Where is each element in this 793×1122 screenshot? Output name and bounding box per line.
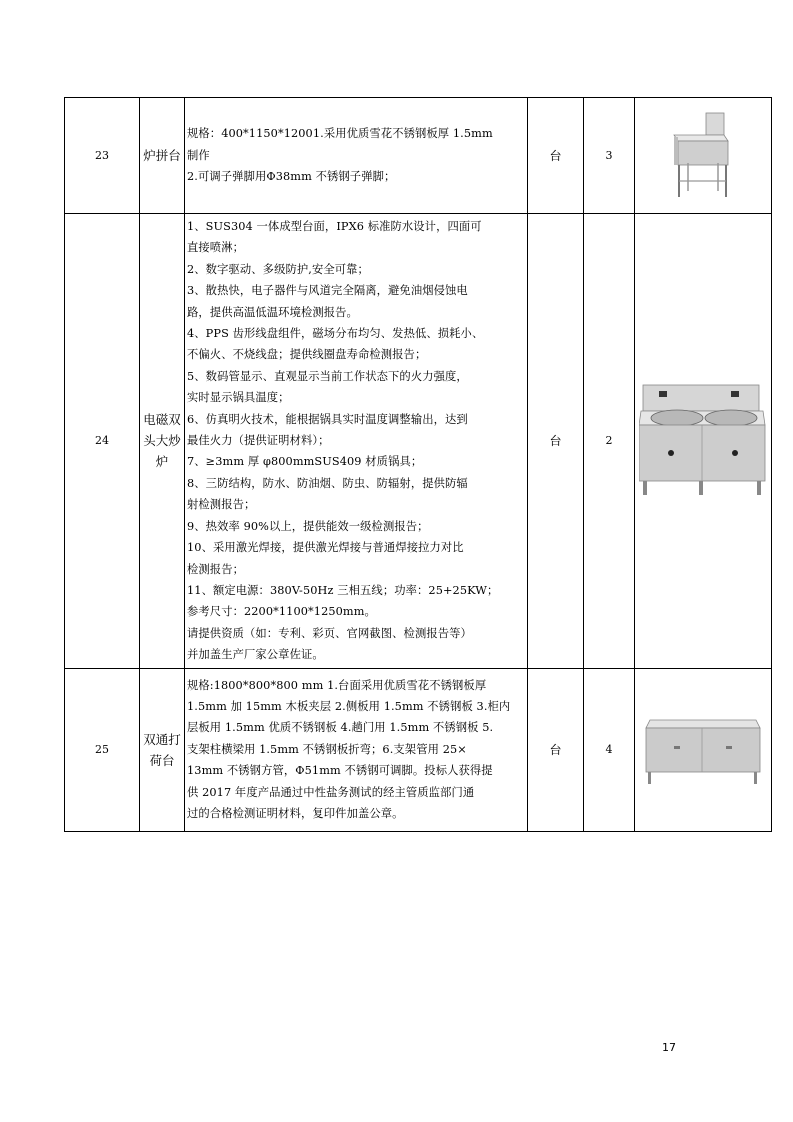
spec-line: 规格：400*1150*12001.采用优质雪花不锈钢板厚 1.5mm [187,127,493,141]
spec-line: 7、≥3mm 厚 φ800mmSUS409 材质锅具； [187,455,423,469]
item-number: 25 [65,668,140,831]
item-spec [185,668,528,831]
spec-line: 路，提供高温低温环境检测报告。 [187,305,358,319]
spec-line: 2、数字驱动、多级防护,安全可靠； [187,262,369,276]
spec-line: 层板用 1.5mm 优质不锈钢板 4.趟门用 1.5mm 不锈钢板 5. [187,721,494,735]
spec-line: 制作 [187,148,210,162]
spec-line: 不偏火、不烧线盘；提供线圈盘寿命检测报告； [187,348,427,362]
item-unit: 台 [528,98,584,214]
spec-line: 4、PPS 齿形线盘组件，磁场分布均匀、发热低、损耗小、 [187,327,484,341]
spec-line: 并加盖生产厂家公章佐证。 [187,648,324,662]
spec-line: 过的合格检测证明材料，复印件加盖公章。 [187,807,404,821]
item-number: 24 [65,214,140,669]
table-row [65,668,772,831]
item-name: 双通打荷台 [140,668,185,831]
item-quantity: 4 [584,668,635,831]
spec-line: 1.5mm 加 15mm 木板夹层 2.侧板用 1.5mm 不锈钢板 3.柜内 [187,700,511,714]
double-pass-work-table-image [644,710,762,790]
equipment-spec-table [64,97,772,832]
spec-line: 6、仿真明火技术，能根据锅具实时温度调整输出，达到 [187,412,468,426]
product-image-cell [635,214,772,669]
stove-side-table-image [668,111,738,201]
item-quantity: 2 [584,214,635,669]
table-row [65,214,772,669]
spec-line: 5、数码管显示、直观显示当前工作状态下的火力强度， [187,369,468,383]
spec-line: 实时显示锅具温度； [187,391,290,405]
spec-line: 参考尺寸：2200*1100*1250mm。 [187,605,376,619]
spec-line: 支架柱横梁用 1.5mm 不锈钢板折弯；6.支架管用 25× [187,742,467,756]
item-spec [185,214,528,669]
spec-line: 检测报告； [187,562,244,576]
spec-line: 8、三防结构，防水、防油烟、防虫、防辐射，提供防辐 [187,476,468,490]
spec-line: 直接喷淋； [187,241,244,255]
product-image-cell [635,668,772,831]
spec-line: 11、额定电源：380V-50Hz 三相五线；功率：25+25KW； [187,583,499,597]
spec-line: 供 2017 年度产品通过中性盐务测试的经主管质监部门通 [187,785,475,799]
item-quantity: 3 [584,98,635,214]
spec-line: 3、散热快，电子器件与风道完全隔离，避免油烟侵蚀电 [187,284,468,298]
item-spec [185,98,528,214]
spec-line: 2.可调子弹脚用Φ38mm 不锈钢子弹脚； [187,170,396,184]
product-image-cell [635,98,772,214]
item-unit: 台 [528,668,584,831]
item-number: 23 [65,98,140,214]
spec-line: 射检测报告； [187,498,256,512]
spec-line: 最佳火力（提供证明材料）； [187,434,330,448]
spec-line: 请提供资质（如：专利、彩页、官网截图、检测报告等） [187,626,472,640]
spec-line: 1、SUS304 一体成型台面，IPX6 标准防水设计，四面可 [187,220,482,233]
spec-line: 规格:1800*800*800 mm 1.台面采用优质雪花不锈钢板厚 [187,678,487,692]
spec-line: 13mm 不锈钢方管，Φ51mm 不锈钢可调脚。投标人获得提 [187,764,493,778]
item-unit: 台 [528,214,584,669]
item-name: 炉拼台 [140,98,185,214]
table-row [65,98,772,214]
item-name: 电磁双头大炒炉 [140,214,185,669]
page-number: 17 [662,1041,676,1054]
induction-double-wok-stove-image [639,381,767,501]
spec-line: 10、采用激光焊接，提供激光焊接与普通焊接拉力对比 [187,541,464,555]
spec-line: 9、热效率 90%以上，提供能效一级检测报告； [187,519,429,533]
